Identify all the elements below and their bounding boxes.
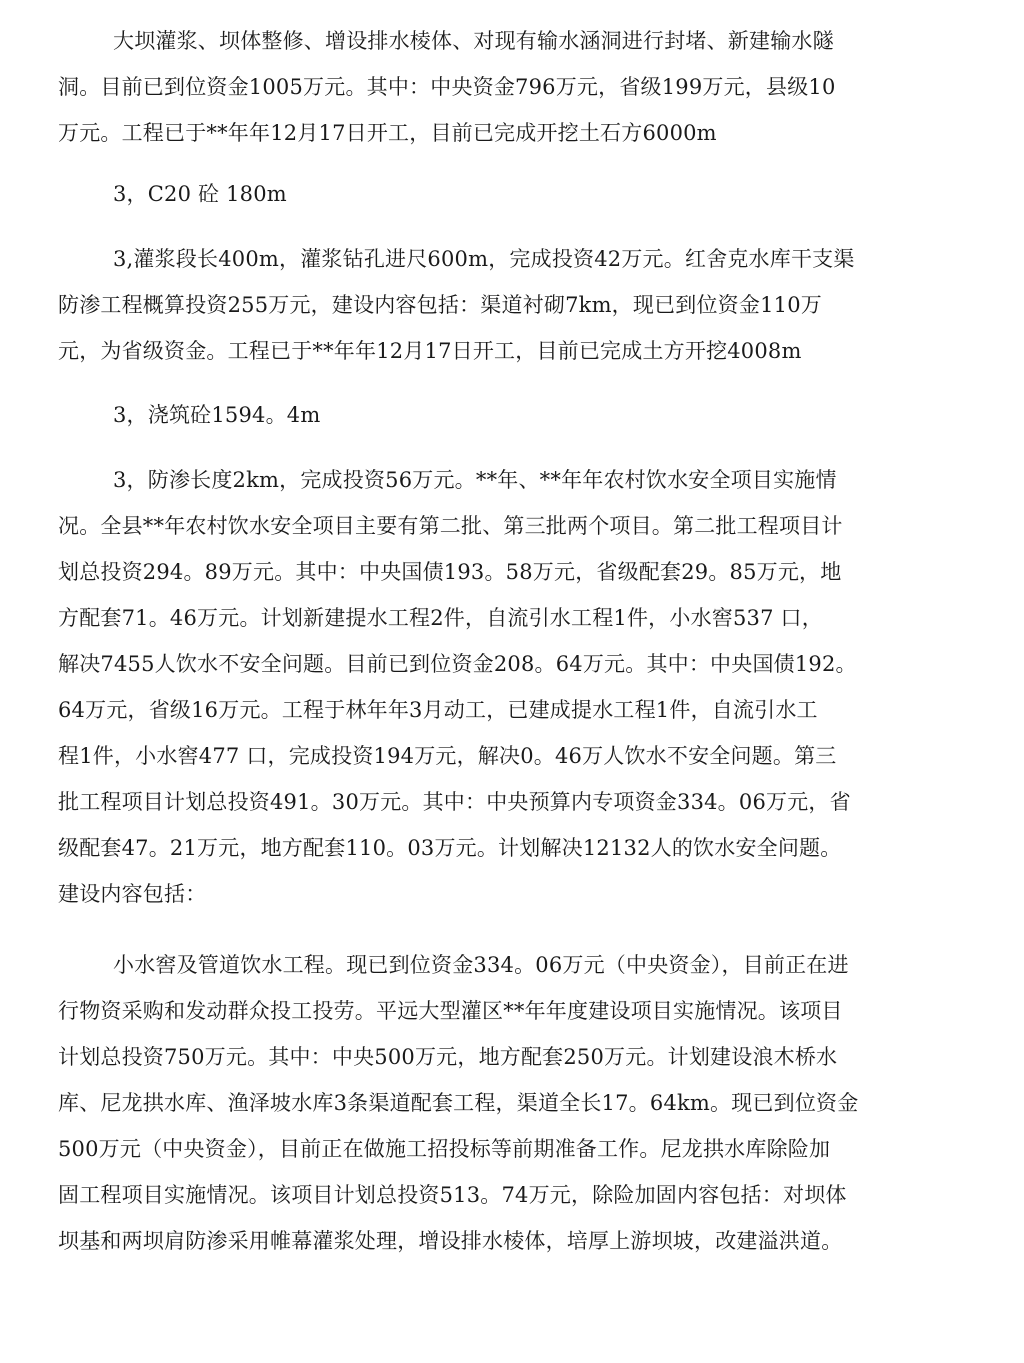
paragraph-1 <box>58 18 928 156</box>
text-line: 大坝灌浆、坝体整修、增设排水棱体、对现有输水涵洞进行封堵、新建输水隧 <box>113 29 834 53</box>
text-line: 批工程项目计划总投资491。30万元。其中：中央预算内专项资金334。06万元，省 <box>58 790 851 814</box>
text-line: 万元。工程已于**年年12月17日开工，目前已完成开挖土石方6000m <box>58 121 717 145</box>
paragraph-5 <box>58 457 928 917</box>
text-line: 小水窖及管道饮水工程。现已到位资金334。06万元（中央资金），目前正在进 <box>113 953 849 977</box>
text-line: 3,灌浆段长400m，灌浆钻孔进尺600m，完成投资42万元。红舍克水库干支渠 <box>113 247 855 271</box>
text-line: 划总投资294。89万元。其中：中央国债193。58万元，省级配套29。85万元，地 <box>58 560 842 584</box>
text-line: 行物资采购和发动群众投工投劳。平远大型灌区**年年度建设项目实施情况。该项目 <box>58 999 843 1023</box>
paragraph-3 <box>58 236 928 374</box>
text-line: 3，防渗长度2km，完成投资56万元。**年、**年年农村饮水安全项目实施情 <box>113 468 837 492</box>
text-line: 500万元（中央资金），目前正在做施工招投标等前期准备工作。尼龙拱水库除险加 <box>58 1137 831 1161</box>
text-line: 建设内容包括： <box>58 882 207 906</box>
text-line: 元，为省级资金。工程已于**年年12月17日开工，目前已完成土方开挖4008m <box>58 339 802 363</box>
text-line: 3，C20 砼 180m <box>113 182 287 206</box>
text-line: 计划总投资750万元。其中：中央500万元，地方配套250万元。计划建设浪木桥水 <box>58 1045 838 1069</box>
text-line: 固工程项目实施情况。该项目计划总投资513。74万元，除险加固内容包括：对坝体 <box>58 1183 847 1207</box>
text-line: 防渗工程概算投资255万元，建设内容包括：渠道衬砌7km，现已到位资金110万 <box>58 293 822 317</box>
paragraph-2 <box>58 171 928 217</box>
text-line: 洞。目前已到位资金1005万元。其中：中央资金796万元，省级199万元，县级10 <box>58 75 836 99</box>
text-line: 程1件，小水窖477 口，完成投资194万元，解决0。46万人饮水不安全问题。第三 <box>58 744 837 768</box>
text-line: 级配套47。21万元，地方配套110。03万元。计划解决12132人的饮水安全问题。 <box>58 836 842 860</box>
text-line: 库、尼龙拱水库、渔泽坡水库3条渠道配套工程，渠道全长17。64km。现已到位资金 <box>58 1091 859 1115</box>
text-line: 解决7455人饮水不安全问题。目前已到位资金208。64万元。其中：中央国债192。 <box>58 652 857 676</box>
text-line: 况。全县**年农村饮水安全项目主要有第二批、第三批两个项目。第二批工程项目计 <box>58 514 843 538</box>
text-line: 64万元，省级16万元。工程于林年年3月动工，已建成提水工程1件，自流引水工 <box>58 698 818 722</box>
text-line: 方配套71。46万元。计划新建提水工程2件，自流引水工程1件，小水窖537 口， <box>58 606 823 630</box>
paragraph-6 <box>58 942 928 1264</box>
paragraph-4 <box>58 392 928 438</box>
text-line: 坝基和两坝肩防渗采用帷幕灌浆处理，增设排水棱体，培厚上游坝坡，改建溢洪道。 <box>58 1229 843 1253</box>
text-line: 3，浇筑砼1594。4m <box>113 403 321 427</box>
